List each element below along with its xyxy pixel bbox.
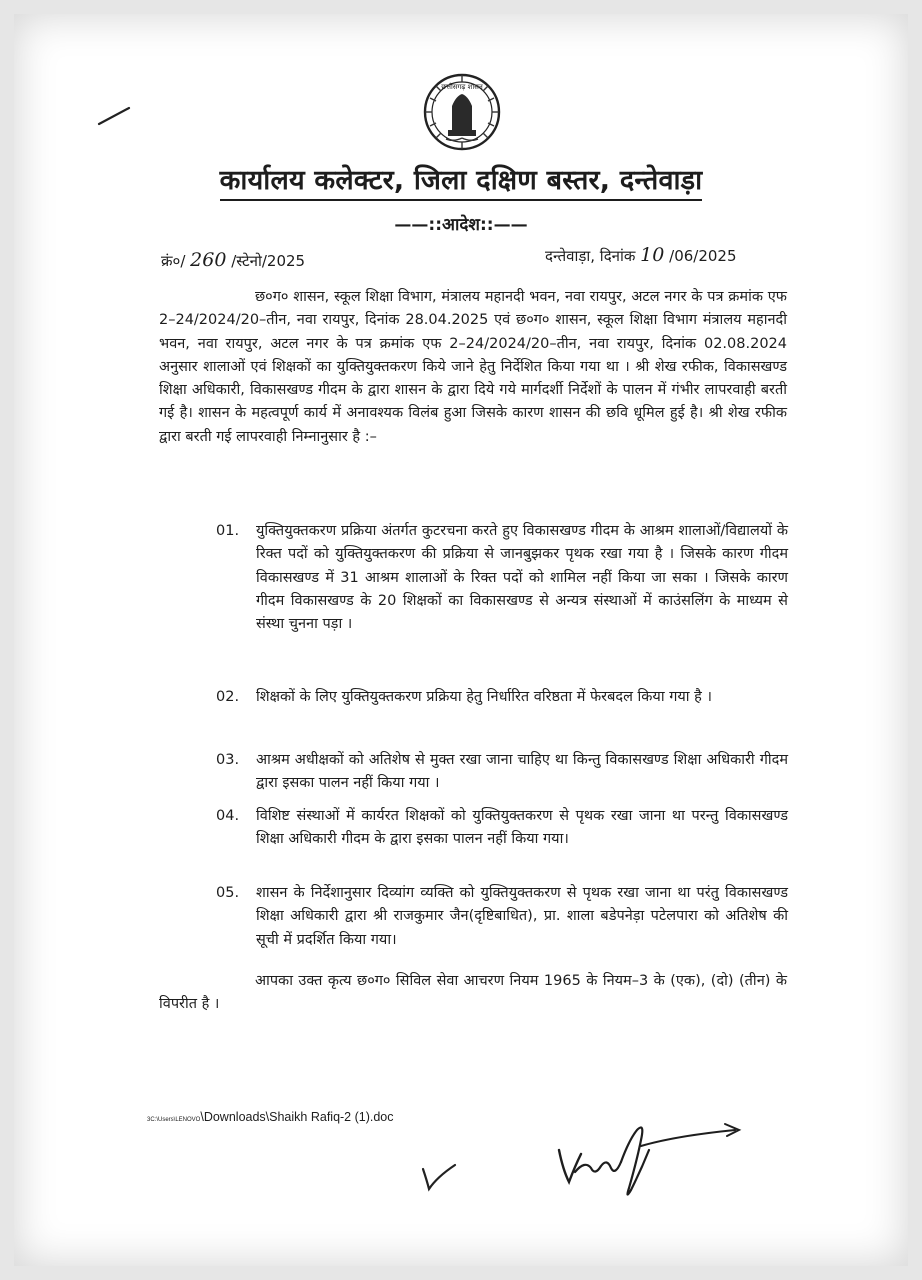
office-title-text: कार्यालय कलेक्टर, जिला दक्षिण बस्तर, दन्तेवाड़ा	[220, 165, 703, 201]
chhattisgarh-emblem-icon	[422, 72, 502, 156]
date-suffix: /06/2025	[669, 247, 737, 265]
file-path-text: \Downloads\Shaikh Rafiq-2 (1).doc	[200, 1110, 394, 1124]
file-path-prefix: 3C:\Users\LENOVO	[147, 1117, 201, 1123]
list-item-text: शिक्षकों के लिए युक्तियुक्तकरण प्रक्रिया हेतु निर्धारित वरिष्ठता में फेरबदल किया गया है ।	[256, 689, 712, 705]
list-item-number: 01.	[216, 523, 240, 539]
list-item-number: 05.	[216, 885, 240, 901]
list-item-number: 02.	[216, 689, 240, 705]
office-title	[0, 160, 922, 197]
date-handwritten-day: 10	[640, 244, 665, 266]
list-item-text: आश्रम अधीक्षकों को अतिशेष से मुक्त रखा जाना चाहिए था किन्तु विकासखण्ड शिक्षा अधिकारी गीदम द्वारा इसका पालन नहीं किया गया ।	[256, 752, 788, 792]
signature-icon	[545, 1110, 755, 1210]
list-item-number: 03.	[216, 752, 240, 768]
date-prefix: दन्तेवाड़ा, दिनांक	[545, 247, 636, 265]
list-item-text: विशिष्ट संस्थाओं में कार्यरत शिक्षकों को युक्तियुक्तकरण से पृथक रखा जाना था परन्तु विकासखण्ड शिक्षा अधिकारी गीदम के द्वारा इसका पालन नहीं किया गया।	[256, 808, 788, 848]
reference-suffix: /स्टेनो/2025	[231, 252, 306, 270]
emblem-motto: छत्तीसगढ़ शासन	[441, 83, 483, 91]
intro-paragraph: छ०ग० शासन, स्कूल शिक्षा विभाग, मंत्रालय महानदी भवन, नवा रायपुर, अटल नगर के पत्र क्रमांक एफ 2–24/2024/20–तीन, नवा रायपुर, दिनांक 28.04.2025 एवं छ०ग० शासन, स्कूल शिक्षा विभाग मंत्रालय महानदी भवन, नवा रायपुर, अटल नगर के पत्र क्रमांक एफ 2–24/2024/20–तीन, नवा रायपुर, दिनांक 02.08.2024 अनुसार शालाओं एवं शिक्षकों का युक्तियुक्तकरण किये जाने हेतु निर्देशित किया गया था । श्री शेख रफीक, विकासखण्ड शिक्षा अधिकारी, विकासखण्ड गीदम के द्वारा शासन के द्वारा दिये गये मार्गदर्शी निर्देशों के पालन में गंभीर लापरवाही बरती गई है। शासन के महत्वपूर्ण कार्य में अनावश्यक विलंब हुआ जिसके कारण शासन की छवि धूमिल हुई है। श्री शेख रफीक द्वारा बरती गई लापरवाही निम्नानुसार है :–	[159, 289, 787, 445]
order-heading: ——::आदेश::——	[394, 215, 528, 235]
pen-stroke-icon	[95, 100, 135, 130]
list-item-number: 04.	[216, 808, 240, 824]
file-path-footer	[147, 1110, 394, 1124]
reference-handwritten-number: 260	[190, 249, 227, 271]
list-item-text: शासन के निर्देशानुसार दिव्यांग व्यक्ति को युक्तियुक्तकरण से पृथक रखा जाना था परंतु विकासखण्ड शिक्षा अधिकारी द्वारा श्री राजकुमार जैन(दृष्टिबाधित), प्रा. शाला बडेपनेड़ा पटेलपारा को अतिशेष की सूची में प्रदर्शित किया गया।	[256, 885, 788, 948]
closing-paragraph: आपका उक्त कृत्य छ०ग० सिविल सेवा आचरण नियम 1965 के नियम–3 के (एक), (दो) (तीन) के विपरीत है ।	[159, 973, 787, 1013]
list-item-text: युक्तियुक्तकरण प्रक्रिया अंतर्गत कुटरचना करते हुए विकासखण्ड गीदम के आश्रम शालाओं/विद्यालयों के रिक्त पदों को युक्तियुक्तकरण की प्रक्रिया से जानबुझकर पृथक रखा गया है । जिसके कारण गीदम विकासखण्ड में 31 आश्रम शालाओं के रिक्त पदों को शामिल नहीं किया जा सका । जिसके कारण गीदम विकासखण्ड के 20 शिक्षकों का विकासखण्ड से अन्यत्र संस्थाओं में काउंसलिंग के माध्यम से संस्था चुनना पड़ा ।	[256, 523, 788, 633]
reference-number	[161, 249, 305, 271]
order-date	[545, 244, 737, 266]
reference-prefix: क्रं०/	[161, 252, 186, 270]
tick-mark-icon	[415, 1155, 465, 1195]
